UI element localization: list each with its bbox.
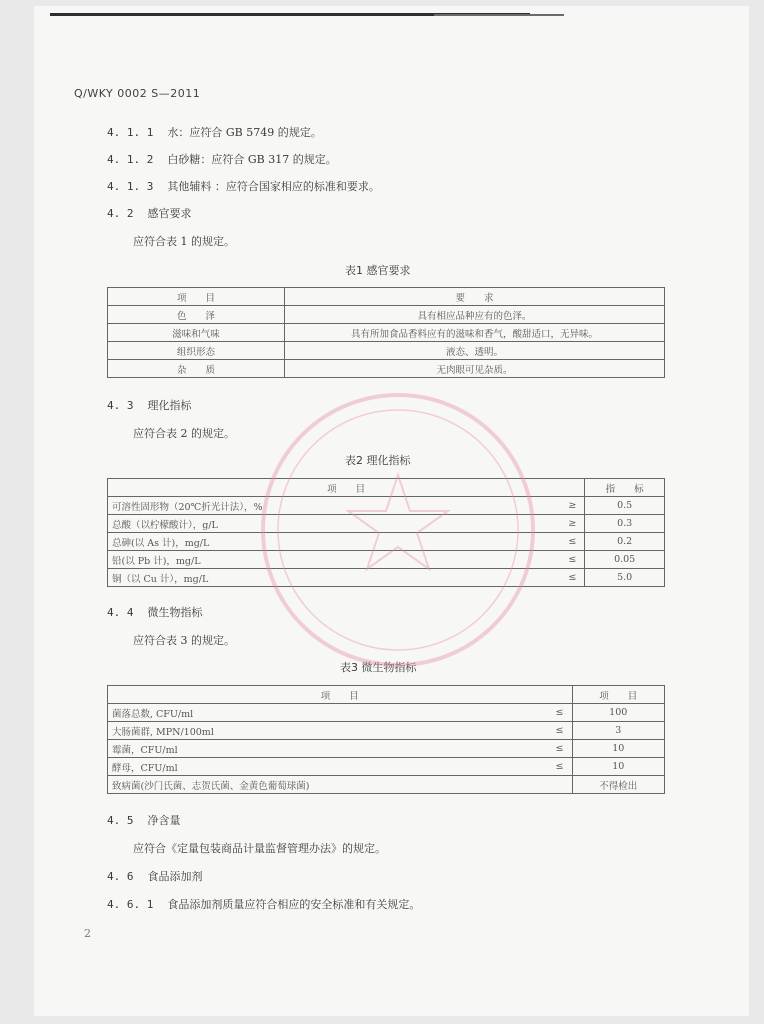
table-cell-operator: ≤ [542, 569, 585, 587]
clause-4-6-1 [107, 896, 420, 912]
clause-text: 其他辅料 ：应符合国家相应的标准和要求。 [167, 180, 380, 193]
table-cell: 杂 质 [108, 360, 285, 378]
clause-4-1-2 [107, 151, 337, 167]
document-id: Q/WKY 0002 S—2011 [74, 87, 201, 100]
table-cell-operator: ≥ [542, 497, 585, 515]
table-cell: 0.2 [585, 533, 665, 551]
section-number: 4. 5 [107, 814, 134, 827]
table-cell: 总砷(以 As 计)，mg/L [108, 533, 543, 551]
clause-text: 食品添加剂质量应符合相应的安全标准和有关规定。 [167, 898, 421, 911]
table-row [108, 776, 665, 794]
table-row [108, 569, 665, 587]
table-row [108, 722, 665, 740]
header-rule-secondary [434, 14, 564, 16]
clause-4-1-3 [107, 178, 380, 194]
table-cell: 大肠菌群, MPN/100ml [108, 722, 530, 740]
table-cell-operator: ≤ [530, 758, 573, 776]
page-number: 2 [84, 927, 91, 940]
clause-text: 水：应符合 GB 5749 的规定。 [167, 126, 322, 139]
table-cell-operator: ≤ [542, 533, 585, 551]
table-cell: 5.0 [585, 569, 665, 587]
table-cell-operator: ≥ [542, 515, 585, 533]
table3-microbiological [107, 685, 665, 794]
table-header-cell: 项 目 [572, 686, 665, 704]
table-header-cell: 指 标 [585, 479, 665, 497]
table-cell: 色 泽 [108, 306, 285, 324]
clause-number: 4. 1. 1 [107, 126, 154, 139]
table-header-cell: 项 目 [108, 288, 285, 306]
table-cell: 100 [572, 704, 665, 722]
section-title: 食品添加剂 [147, 870, 203, 883]
clause-4-1-1 [107, 124, 322, 140]
table1-caption: 表1 感官要求 [345, 264, 411, 277]
table2-caption: 表2 理化指标 [345, 454, 411, 467]
table-row [108, 497, 665, 515]
table-cell: 滋味和气味 [108, 324, 285, 342]
table-cell: 总酸（以柠檬酸计），g/L [108, 515, 543, 533]
table-row [108, 515, 665, 533]
table-row [108, 360, 665, 378]
table-row [108, 324, 665, 342]
clause-number: 4. 1. 3 [107, 180, 154, 193]
section-number: 4. 4 [107, 606, 134, 619]
table-cell: 菌落总数, CFU/ml [108, 704, 530, 722]
clause-text: 白砂糖：应符合 GB 317 的规定。 [167, 153, 337, 166]
table-cell: 具有相应品种应有的色泽。 [285, 306, 665, 324]
table-header-cell: 项 目 [108, 686, 573, 704]
table1-sensory [107, 287, 665, 378]
table-row [108, 758, 665, 776]
table-cell-operator [530, 776, 573, 794]
section-4-2-heading [107, 205, 192, 221]
section-number: 4. 6 [107, 870, 134, 883]
clause-number: 4. 6. 1 [107, 898, 154, 911]
table-row [108, 342, 665, 360]
section-4-6-heading [107, 868, 203, 884]
section-title: 微生物指标 [147, 606, 203, 619]
section-4-4-heading [107, 604, 203, 620]
table-row [108, 533, 665, 551]
table-cell: 0.05 [585, 551, 665, 569]
table-row [108, 551, 665, 569]
table-header-row [108, 479, 665, 497]
section-4-3-heading [107, 397, 192, 413]
table-row [108, 740, 665, 758]
table-cell: 组织形态 [108, 342, 285, 360]
table-cell-operator: ≤ [530, 740, 573, 758]
table-cell: 可溶性固形物（20℃折光计法），% [108, 497, 543, 515]
table-header-cell: 要 求 [285, 288, 665, 306]
section-4-5-body: 应符合《定量包装商品计量监督管理办法》的规定。 [133, 842, 386, 855]
table-cell: 无肉眼可见杂质。 [285, 360, 665, 378]
section-4-3-body: 应符合表 2 的规定。 [133, 427, 235, 440]
section-4-2-body: 应符合表 1 的规定。 [133, 235, 235, 248]
table-cell-operator: ≤ [530, 722, 573, 740]
table-row [108, 704, 665, 722]
table-cell: 3 [572, 722, 665, 740]
table-cell: 铅(以 Pb 计)，mg/L [108, 551, 543, 569]
clause-number: 4. 1. 2 [107, 153, 154, 166]
section-4-5-heading [107, 812, 181, 828]
section-title: 感官要求 [147, 207, 192, 220]
table-cell: 10 [572, 758, 665, 776]
table-cell-operator: ≤ [542, 551, 585, 569]
table-header-cell: 项 目 [108, 479, 585, 497]
section-title: 净含量 [147, 814, 181, 827]
table-cell: 酵母，CFU/ml [108, 758, 530, 776]
table2-physicochemical [107, 478, 665, 587]
table-header-row [108, 686, 665, 704]
section-number: 4. 3 [107, 399, 134, 412]
table-cell: 不得检出 [572, 776, 665, 794]
section-title: 理化指标 [147, 399, 192, 412]
table-cell: 具有所加食品香料应有的滋味和香气，酸甜适口，无异味。 [285, 324, 665, 342]
table3-caption: 表3 微生物指标 [340, 661, 417, 674]
table-cell: 致病菌(沙门氏菌、志贺氏菌、金黄色葡萄球菌) [108, 776, 530, 794]
table-cell: 液态、透明。 [285, 342, 665, 360]
table-cell: 霉菌，CFU/ml [108, 740, 530, 758]
table-cell: 10 [572, 740, 665, 758]
table-header-row [108, 288, 665, 306]
section-number: 4. 2 [107, 207, 134, 220]
table-row [108, 306, 665, 324]
table-cell: 0.5 [585, 497, 665, 515]
table-cell: 铜（以 Cu 计），mg/L [108, 569, 543, 587]
table-cell: 0.3 [585, 515, 665, 533]
section-4-4-body: 应符合表 3 的规定。 [133, 634, 235, 647]
table-cell-operator: ≤ [530, 704, 573, 722]
